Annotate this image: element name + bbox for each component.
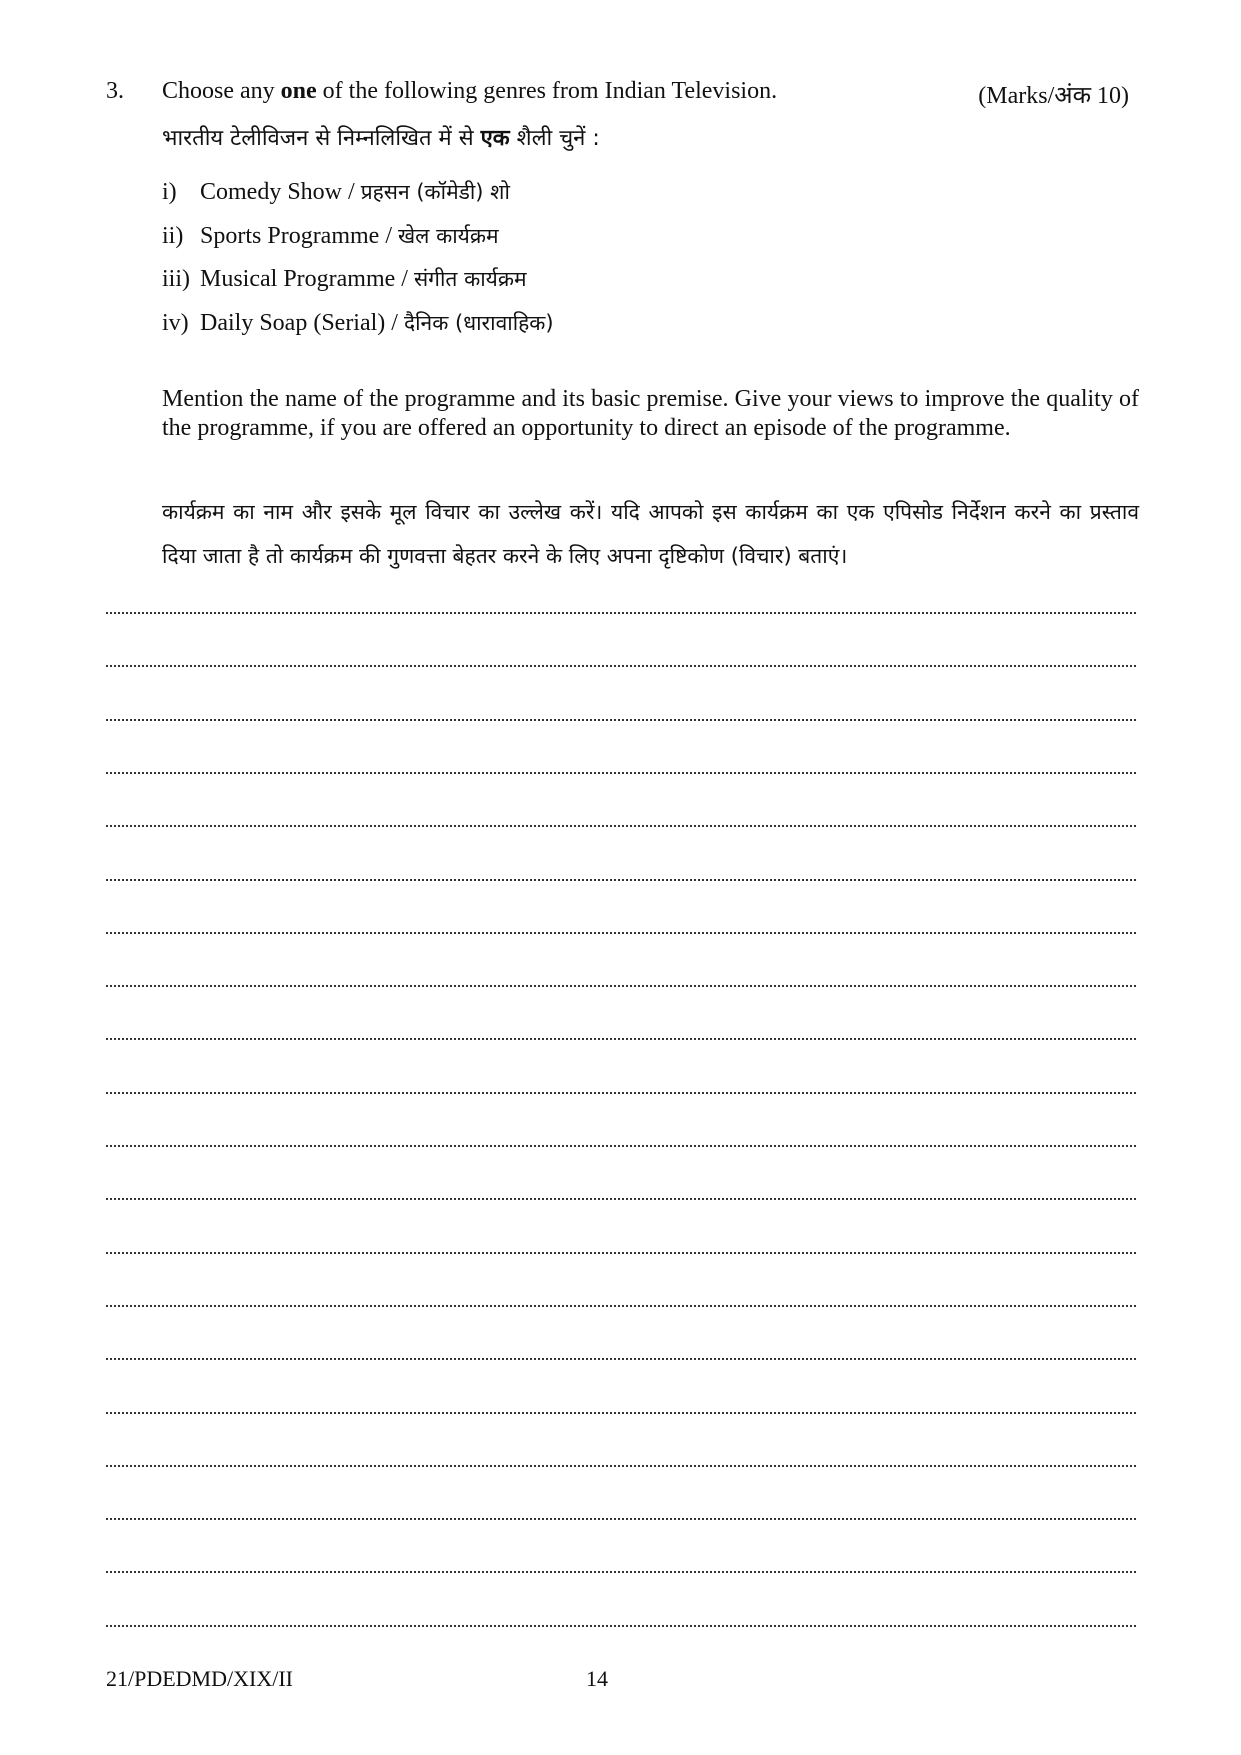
question-hindi-after: शैली चुनें : — [509, 126, 600, 151]
question-marks: (Marks/अंक 10) — [978, 83, 1129, 109]
paper-code: 21/PDEDMD/XIX/II — [106, 1666, 293, 1691]
genre-options-list — [162, 178, 554, 352]
option-label-hi: खेल कार्यक्रम — [398, 223, 499, 248]
answer-line[interactable] — [106, 985, 1136, 987]
page-number: 14 — [586, 1666, 608, 1691]
option-number: iv) — [162, 309, 189, 336]
answer-line[interactable] — [106, 1145, 1136, 1147]
instruction-english: Mention the name of the programme and its basic premise. Give your views to improve the quality of the programme, if you are offered an opportunity to direct an episode of the programme. — [162, 386, 1139, 441]
question-text-before: Choose any — [162, 78, 281, 104]
question-hindi-bold: एक — [480, 126, 510, 151]
question-text-after: of the following genres from Indian Television. — [316, 78, 778, 104]
answer-line[interactable] — [106, 1518, 1136, 1520]
answer-line[interactable] — [106, 1465, 1136, 1467]
answer-line[interactable] — [106, 1412, 1136, 1414]
question-hindi-before: भारतीय टेलीविजन से निम्नलिखित में से — [162, 126, 481, 151]
answer-line[interactable] — [106, 1092, 1136, 1094]
genre-option — [162, 178, 554, 222]
answer-line[interactable] — [106, 879, 1136, 881]
answer-line[interactable] — [106, 825, 1136, 827]
answer-line[interactable] — [106, 612, 1136, 614]
genre-option — [162, 222, 554, 266]
answer-line[interactable] — [106, 1198, 1136, 1200]
answer-line[interactable] — [106, 932, 1136, 934]
answer-line[interactable] — [106, 665, 1136, 667]
option-number: i) — [162, 179, 177, 205]
answer-line[interactable] — [106, 1252, 1136, 1254]
question-text — [162, 78, 777, 105]
option-label-hi: दैनिक (धारावाहिक) — [403, 310, 554, 335]
answer-line[interactable] — [106, 772, 1136, 774]
answer-line[interactable] — [106, 1358, 1136, 1360]
answer-line[interactable] — [106, 719, 1136, 721]
question-text-bold: one — [280, 78, 317, 104]
genre-option — [162, 309, 554, 353]
question-text-hindi — [162, 122, 600, 152]
option-label-hi: संगीत कार्यक्रम — [413, 267, 527, 291]
answer-line[interactable] — [106, 1038, 1136, 1040]
answer-line[interactable] — [106, 1571, 1136, 1573]
option-label-en: Musical Programme / — [200, 266, 408, 292]
option-number: ii) — [162, 222, 184, 249]
option-label-en: Comedy Show / — [200, 179, 355, 205]
instruction-hindi: कार्यक्रम का नाम और इसके मूल विचार का उल्लेख करें। यदि आपको इस कार्यक्रम का एक एपिसोड निर्देशन करने का प्रस्ताव दिया जाता है तो कार्यक्रम की गुणवत्ता बेहतर करने के लिए अपना दृष्टिकोण (विचार) बताएं। — [162, 500, 1139, 568]
option-label-en: Daily Soap (Serial) / — [200, 309, 398, 336]
option-number: iii) — [162, 266, 190, 292]
question-number: 3. — [106, 78, 124, 104]
answer-line[interactable] — [106, 1305, 1136, 1307]
option-label-en: Sports Programme / — [200, 222, 392, 249]
answer-line[interactable] — [106, 1625, 1136, 1627]
genre-option — [162, 265, 554, 309]
option-label-hi: प्रहसन (कॉमेडी) शो — [360, 180, 510, 204]
